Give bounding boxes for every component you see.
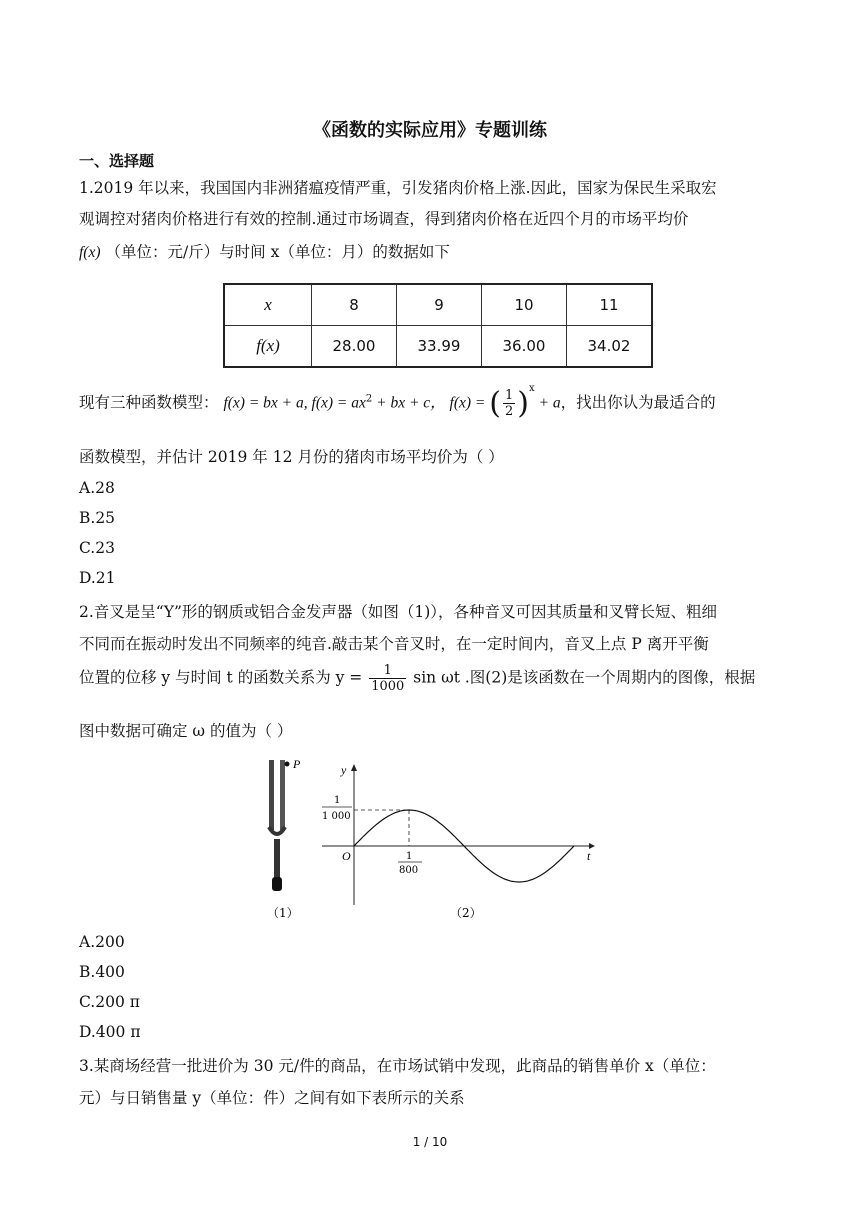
- caption-2: （2）: [450, 906, 482, 920]
- q1-line-3-text: （单位：元/斤）与时间 x（单位：月）的数据如下: [105, 243, 450, 261]
- table-cell: 33.99: [397, 326, 482, 368]
- q1-option-d[interactable]: D.21: [79, 569, 116, 587]
- q1-model-1-exp: 2: [365, 393, 373, 405]
- frac-denominator: 2: [505, 404, 514, 419]
- q1-model-3-pre: ， f(x) =: [430, 394, 490, 412]
- q1-option-a[interactable]: A.28: [79, 479, 115, 497]
- table-cell: 10: [482, 284, 567, 326]
- table-cell: 11: [567, 284, 653, 326]
- origin-label: O: [342, 849, 351, 863]
- q3-line-1: 3.某商场经营一批进价为 30 元/件的商品，在市场试销中发现，此商品的销售单价 x（单位：: [79, 1057, 716, 1075]
- q1-model-1-tail: + bx + c: [372, 394, 431, 412]
- table-cell: 34.02: [567, 326, 653, 368]
- q1-model-1: f(x) = bx + a, f(x) = ax: [223, 394, 366, 412]
- q1-option-c[interactable]: C.23: [79, 539, 115, 557]
- q1-fraction: [503, 388, 515, 419]
- q1-fx-symbol: f(x): [79, 244, 101, 261]
- section-heading: 一、选择题: [79, 152, 155, 170]
- page-number: 1 / 10: [412, 1135, 448, 1149]
- table-cell: 28.00: [312, 326, 397, 368]
- q2-option-d[interactable]: D.400 π: [79, 1023, 141, 1041]
- q2-option-b[interactable]: B.400: [79, 963, 125, 981]
- table-row: [224, 326, 652, 368]
- ymax-numerator: 1: [334, 795, 341, 806]
- q2-line-3-post: sin ωt .图(2)是该函数在一个周期内的图像，根据: [413, 668, 756, 687]
- table-cell: 8: [312, 284, 397, 326]
- tuning-fork-icon: [269, 760, 290, 891]
- q2-line-3-pre: 位置的位移 y 与时间 t 的函数关系为 y =: [79, 668, 363, 687]
- caption-1: （1）: [267, 906, 299, 920]
- table-cell: 36.00: [482, 326, 567, 368]
- table-cell: f(x): [224, 326, 312, 368]
- p-label: P: [293, 757, 301, 771]
- q2-fraction: [369, 663, 406, 694]
- table-cell: x: [224, 284, 312, 326]
- t-quarter-numerator: 1: [406, 851, 413, 862]
- q1-models-line: 现有三种函数模型： f(x) = bx + a, $f(x) = ax^2$ + bx + c， f(x) = ( $\frac{1}{2}$ )$^x$ + a，找出你认为最适合的: [79, 383, 716, 421]
- q2-option-c[interactable]: C.200 π: [79, 993, 140, 1011]
- y-axis-label: y: [341, 763, 347, 777]
- t-quarter-denominator: 800: [399, 865, 419, 876]
- q1-line-3: [79, 240, 450, 262]
- q2-option-a[interactable]: A.200: [79, 933, 125, 951]
- q1-model-3-exp: x: [529, 383, 535, 395]
- q1-model-3-tail: + a: [534, 394, 561, 412]
- frac-numerator: 1: [369, 663, 406, 679]
- table-cell: 9: [397, 284, 482, 326]
- q2-line-1: 2.音叉是呈“Y”形的钢质或铝合金发声器（如图（1)），各种音叉可因其质量和叉臂长短、粗细: [79, 603, 718, 621]
- page-title: 《函数的实际应用》专题训练: [313, 120, 547, 141]
- table-row: [224, 284, 652, 326]
- ymax-denominator: 1 000: [322, 811, 351, 822]
- t-axis-label: t: [587, 849, 591, 863]
- q2-line-4: 图中数据可确定 ω 的值为（ ）: [79, 722, 293, 740]
- y-axis-arrow: [351, 764, 357, 771]
- q1-data-table: [223, 283, 653, 368]
- q1-line-1: 1.2019 年以来，我国国内非洲猪瘟疫情严重，引发猪肉价格上涨.因此，国家为保民生采取宏: [79, 179, 717, 197]
- tuning-fork-figure: [252, 755, 612, 925]
- q1-models-pre: 现有三种函数模型：: [79, 393, 219, 412]
- q1-line-5: 函数模型，并估计 2019 年 12 月份的猪肉市场平均价为（ ）: [79, 448, 504, 466]
- frac-denominator: 1000: [371, 679, 405, 694]
- frac-numerator: 1: [505, 388, 514, 403]
- q3-line-2: 元）与日销售量 y（单位：件）之间有如下表所示的关系: [79, 1089, 465, 1107]
- q2-line-3: [79, 663, 755, 694]
- q1-line-2: 观调控对猪肉价格进行有效的控制.通过市场调查，得到猪肉价格在近四个月的市场平均价: [79, 210, 689, 228]
- q1-models-post: ，找出你认为最适合的: [560, 393, 716, 412]
- q1-option-b[interactable]: B.25: [79, 509, 116, 527]
- q2-line-2: 不同而在振动时发出不同频率的纯音.敲击某个音叉时，在一定时间内，音叉上点 P 离开平衡: [79, 635, 709, 653]
